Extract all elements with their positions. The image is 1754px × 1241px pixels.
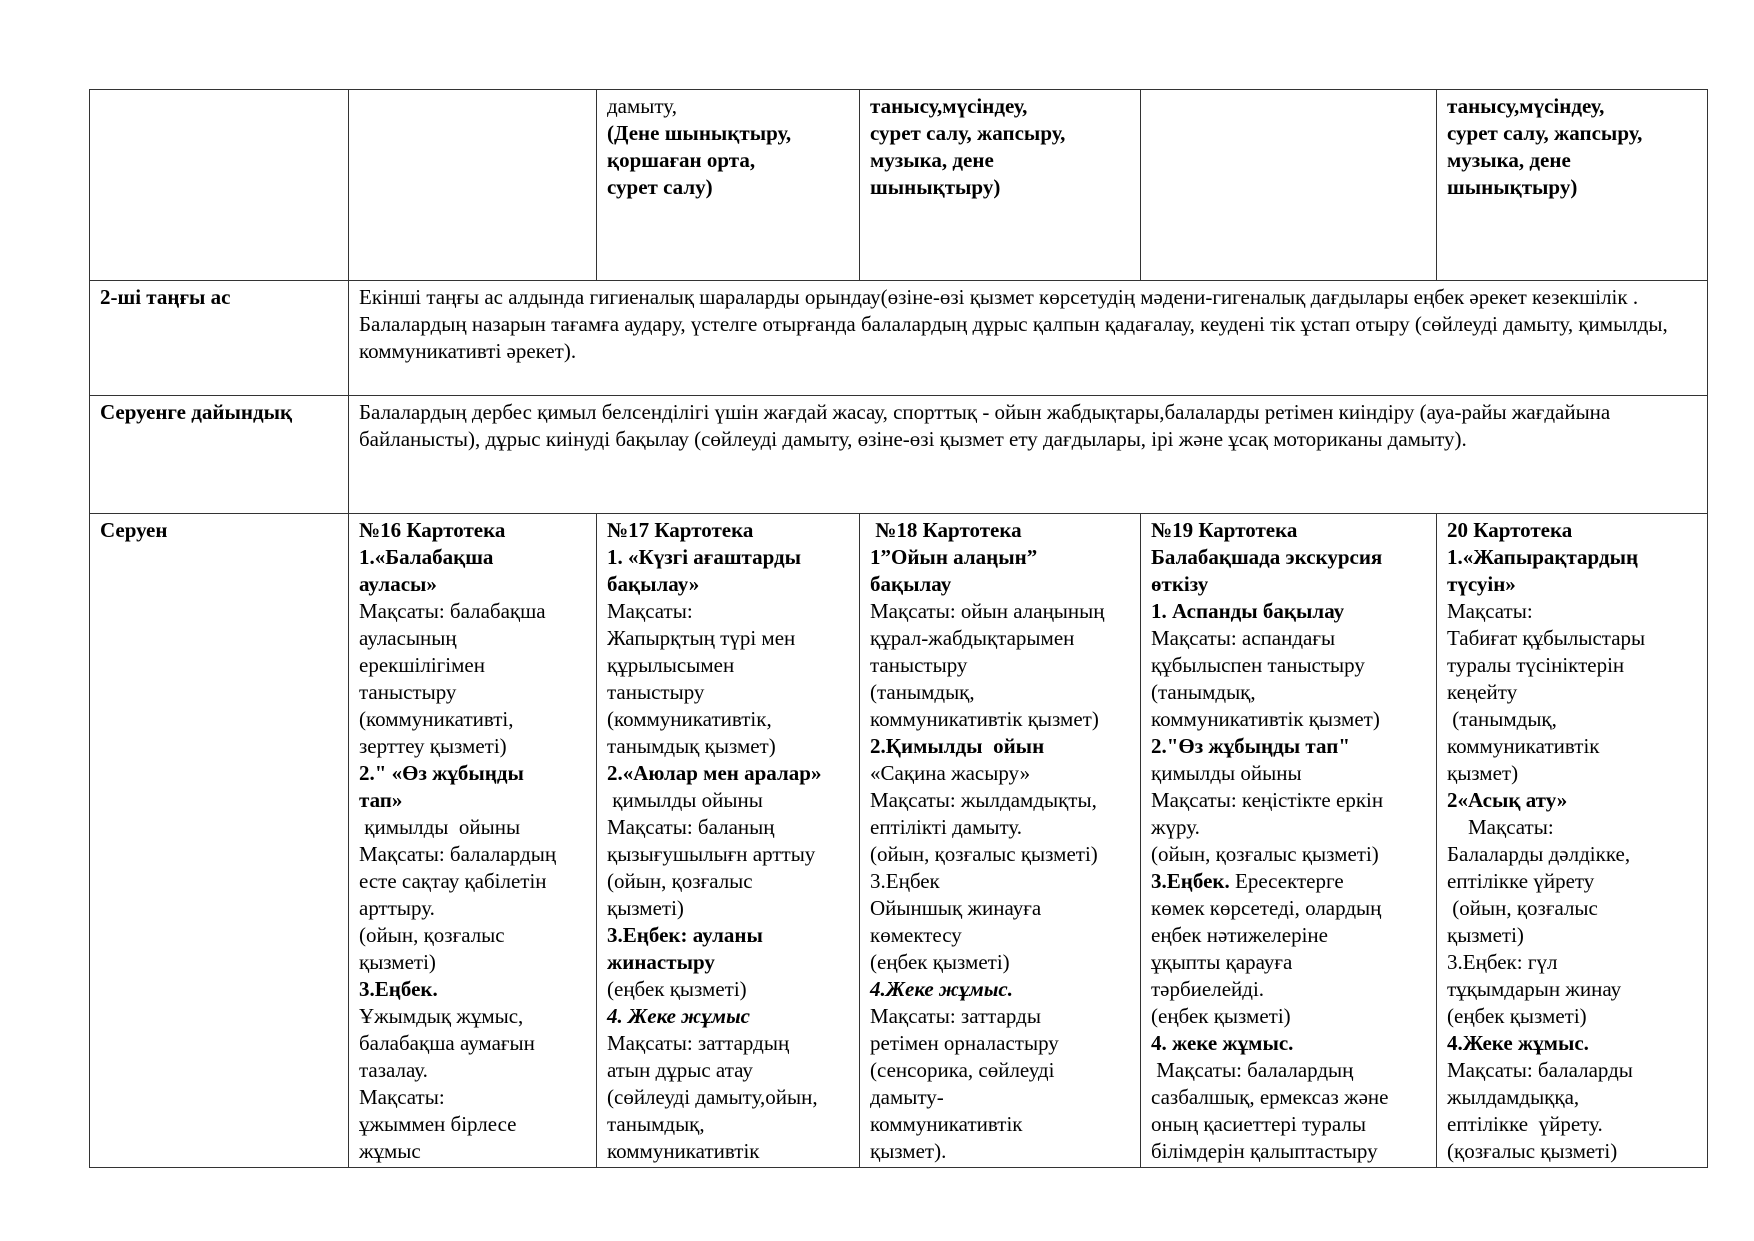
cell-line: кеңейту xyxy=(1447,680,1518,704)
table-row xyxy=(90,396,1708,514)
cell-line: қызмет). xyxy=(870,1139,947,1163)
cell-line: шынықтыру) xyxy=(1447,175,1578,199)
cell-line: жұмыс xyxy=(359,1139,421,1163)
cell-line: тұқымдарын жинау xyxy=(1447,977,1622,1001)
cell-line: құрылысымен xyxy=(607,653,735,677)
cell-line: танысу,мүсіндеу, xyxy=(1447,94,1605,118)
cell-line: 4.Жеке жұмыс. xyxy=(870,977,1013,1001)
cell-line: шынықтыру) xyxy=(870,175,1001,199)
cell-line: Мақсаты: ойын алаңының xyxy=(870,599,1105,623)
cell-line: (қозғалыс қызметі) xyxy=(1447,1139,1618,1163)
cell-line: (танымдық, xyxy=(1447,707,1557,731)
cell-line: ауласының xyxy=(359,626,457,650)
cell-line: 1”Ойын алаңын” xyxy=(870,545,1038,569)
cell-line: (еңбек қызметі) xyxy=(870,950,1010,974)
cell-line: қызметі) xyxy=(607,896,684,920)
cell-line: коммуникативтік қызмет) xyxy=(870,707,1099,731)
cell-line: ауласы» xyxy=(359,572,437,596)
cell-line: (ойын, қозғалыс xyxy=(607,869,753,893)
walk-card-17 xyxy=(597,514,860,1168)
cell-line: коммуникативтік xyxy=(1447,734,1600,758)
cell-line: 3.Еңбек: ауланы xyxy=(607,923,763,947)
cell-line: қызметі) xyxy=(1447,923,1524,947)
walk-card-20 xyxy=(1437,514,1708,1168)
cell-line: бақылау xyxy=(870,572,952,596)
cell-line: 2." «Өз жұбыңды xyxy=(359,761,524,785)
plan-table xyxy=(89,89,1708,1168)
cell-line: жылдамдыққа, xyxy=(1447,1085,1580,1109)
cell-line: жүру. xyxy=(1151,815,1200,839)
cell-line: ептілікке үйрету xyxy=(1447,869,1595,893)
cell-line: дамыту- xyxy=(870,1085,944,1109)
cell-row1-col3 xyxy=(597,90,860,281)
cell-line: коммуникативтік xyxy=(607,1139,760,1163)
cell-line: таныстыру xyxy=(870,653,968,677)
cell-line: 3.Еңбек xyxy=(870,869,940,893)
cell-line: 4. жеке жұмыс. xyxy=(1151,1031,1294,1055)
cell-empty xyxy=(90,90,349,281)
row-label-walk: Серуен xyxy=(90,514,349,1168)
cell-line: 3.Еңбек. xyxy=(359,977,438,1001)
cell-row1-col6 xyxy=(1437,90,1708,281)
cell-line: есте сақтау қабілетін xyxy=(359,869,547,893)
cell-line: (еңбек қызметі) xyxy=(1151,1004,1291,1028)
cell-line: (ойын, қозғалыс xyxy=(1447,896,1598,920)
cell-line: көмек көрсетеді, олардың xyxy=(1151,896,1382,920)
cell-line: ұжыммен бірлесе xyxy=(359,1112,517,1136)
cell-line: 1.«Жапырақтардың xyxy=(1447,545,1639,569)
cell-line: жинастыру xyxy=(607,950,715,974)
cell-line: Мақсаты: заттарды xyxy=(870,1004,1041,1028)
cell-line: коммуникативтік қызмет) xyxy=(1151,707,1380,731)
cell-line: еңбек нәтижелеріне xyxy=(1151,923,1328,947)
walk-prep-text: Балалардың дербес қимыл белсенділігі үшін жағдай жасау, спорттық - ойын жабдықтары,балаларды ретімен киіндіру (ауа-райы жағдайына байланысты), дұрыс киінуді бақылау (сөйлеуді дамыту, өзіне-өзі қызмет ету дағдылары, ірі және ұсақ моториканы дамыту). xyxy=(349,396,1708,514)
table-row xyxy=(90,281,1708,396)
cell-line: (коммуникативті, xyxy=(359,707,514,731)
table-row xyxy=(90,90,1708,281)
cell-line: 2«Асық ату» xyxy=(1447,788,1568,812)
cell-line: 3.Еңбек: гүл xyxy=(1447,950,1558,974)
cell-line: Мақсаты: баланың xyxy=(607,815,775,839)
cell-line: (сенсорика, сөйлеуді xyxy=(870,1058,1055,1082)
cell-line: танымдық қызмет) xyxy=(607,734,776,758)
cell-line: 1. «Күзгі ағаштарды xyxy=(607,545,802,569)
cell-line: Мақсаты: xyxy=(1447,815,1554,839)
cell-line: Мақсаты: кеңістікте еркін xyxy=(1151,788,1384,812)
cell-line: сазбалшық, ермексаз және xyxy=(1151,1085,1389,1109)
cell-line: (ойын, қозғалыс xyxy=(359,923,505,947)
cell-line: қызмет) xyxy=(1447,761,1519,785)
cell-line: (ойын, қозғалыс қызметі) xyxy=(1151,842,1379,866)
cell-line: құбылыспен таныстыру xyxy=(1151,653,1365,677)
cell-line: №19 Картотека xyxy=(1151,518,1298,542)
cell-line: Ойыншық жинауға xyxy=(870,896,1042,920)
cell-line: музыка, дене xyxy=(1447,148,1571,172)
cell-line: тәрбиелейді. xyxy=(1151,977,1265,1001)
cell-line: Мақсаты: жылдамдықты, xyxy=(870,788,1097,812)
cell-line: Балабақшада экскурсия xyxy=(1151,545,1383,569)
cell-line: Табиғат құбылыстары xyxy=(1447,626,1646,650)
cell-line: атын дұрыс атау xyxy=(607,1058,753,1082)
walk-card-16 xyxy=(349,514,597,1168)
cell-line: дамыту, xyxy=(607,94,677,118)
cell-line: 20 Картотека xyxy=(1447,518,1573,542)
cell-line: арттыру. xyxy=(359,896,435,920)
cell-line: ептілікке үйрету. xyxy=(1447,1112,1603,1136)
cell-line: ретімен орналастыру xyxy=(870,1031,1059,1055)
cell-line: (сөйлеуді дамыту,ойын, xyxy=(607,1085,818,1109)
cell-line: 2.«Аюлар мен аралар» xyxy=(607,761,822,785)
cell-line: тап» xyxy=(359,788,403,812)
cell-line: ерекшілігімен xyxy=(359,653,485,677)
cell-line: сурет салу, жапсыру, xyxy=(870,121,1066,145)
breakfast-text: Екінші таңғы ас алдында гигиеналық шараларды орындау(өзіне-өзі қызмет көрсетудің мәдени-гигеналық дағдылары еңбек әрекет кезекшілік . Балалардың назарын тағамға аудару, үстелге отырғанда балалардың дұрыс қалпын қадағалау, кеудені тік ұстап отыру (сөйлеуді дамыту, қимылды, коммуникативті әрекет). xyxy=(349,281,1708,396)
row-label-breakfast: 2-ші таңғы ас xyxy=(90,281,349,396)
cell-line: сурет салу, жапсыру, xyxy=(1447,121,1643,145)
cell-line: көмектесу xyxy=(870,923,962,947)
cell-line: 4. Жеке жұмыс xyxy=(607,1004,750,1028)
cell-line: 2.Қимылды ойын xyxy=(870,734,1045,758)
cell-line: қимылды ойыны xyxy=(359,815,521,839)
cell-line: коммуникативтік xyxy=(870,1112,1023,1136)
cell-line: Мақсаты: балабақша xyxy=(359,599,546,623)
cell-line: (Дене шынықтыру, xyxy=(607,121,792,145)
cell-line: қимылды ойыны xyxy=(607,788,763,812)
walk-card-19 xyxy=(1141,514,1437,1168)
cell-line: (танымдық, xyxy=(870,680,975,704)
cell-line: оның қасиеттері туралы xyxy=(1151,1112,1366,1136)
cell-empty xyxy=(1141,90,1437,281)
cell-line: сурет салу) xyxy=(607,175,713,199)
cell-line: қимылды ойыны xyxy=(1151,761,1302,785)
cell-line: Мақсаты: xyxy=(607,599,693,623)
cell-line: (еңбек қызметі) xyxy=(607,977,747,1001)
cell-line: 1.«Балабақша xyxy=(359,545,494,569)
cell-line: бақылау» xyxy=(607,572,700,596)
cell-line: 4.Жеке жұмыс. xyxy=(1447,1031,1589,1055)
cell-line: зерттеу қызметі) xyxy=(359,734,507,758)
walk-card-18 xyxy=(860,514,1141,1168)
cell-line: танысу,мүсіндеу, xyxy=(870,94,1028,118)
cell-line: №17 Картотека xyxy=(607,518,754,542)
cell-line: Ұжымдық жұмыс, xyxy=(359,1004,524,1028)
cell-line: қызметі) xyxy=(359,950,436,974)
cell-row1-col4 xyxy=(860,90,1141,281)
cell-line: Мақсаты: xyxy=(1447,599,1533,623)
cell-line: Мақсаты: аспандағы xyxy=(1151,626,1336,650)
cell-line: Мақсаты: заттардың xyxy=(607,1031,790,1055)
cell-line: Мақсаты: балалардың xyxy=(359,842,557,866)
cell-line: Мақсаты: xyxy=(359,1085,445,1109)
cell-line: Жапырқтың түрі мен xyxy=(607,626,796,650)
cell-line: №18 Картотека xyxy=(870,518,1022,542)
cell-line: балабақша аумағын xyxy=(359,1031,535,1055)
cell-line: өткізу xyxy=(1151,572,1209,596)
cell-line: тазалау. xyxy=(359,1058,428,1082)
row-label-walk-prep: Серуенге дайындық xyxy=(90,396,349,514)
cell-line: (еңбек қызметі) xyxy=(1447,1004,1587,1028)
cell-empty xyxy=(349,90,597,281)
cell-line: 1. Аспанды бақылау xyxy=(1151,599,1345,623)
cell-line: 3.Еңбек. Ересектерге xyxy=(1151,869,1344,893)
cell-line: ұқыпты қарауға xyxy=(1151,950,1293,974)
cell-line: қоршаған орта, xyxy=(607,148,756,172)
cell-line: 2."Өз жұбыңды тап" xyxy=(1151,734,1350,758)
cell-line: таныстыру xyxy=(359,680,457,704)
cell-line: Мақсаты: балалардың xyxy=(1151,1058,1354,1082)
cell-line: №16 Картотека xyxy=(359,518,506,542)
cell-line: ептілікті дамыту. xyxy=(870,815,1023,839)
cell-line: таныстыру xyxy=(607,680,705,704)
cell-line: (коммуникативтік, xyxy=(607,707,772,731)
cell-line: құрал-жабдықтарымен xyxy=(870,626,1075,650)
cell-line: қызығушылығн арттыу xyxy=(607,842,816,866)
table-row xyxy=(90,514,1708,1168)
cell-line: білімдерін қалыптастыру xyxy=(1151,1139,1378,1163)
cell-line: туралы түсініктерін xyxy=(1447,653,1625,677)
cell-line: Мақсаты: балаларды xyxy=(1447,1058,1633,1082)
cell-line: түсуін» xyxy=(1447,572,1516,596)
cell-line: (танымдық, xyxy=(1151,680,1256,704)
cell-line: (ойын, қозғалыс қызметі) xyxy=(870,842,1098,866)
cell-line: танымдық, xyxy=(607,1112,705,1136)
cell-line: музыка, дене xyxy=(870,148,994,172)
cell-line: Балаларды дәлдікке, xyxy=(1447,842,1631,866)
cell-line: «Сақина жасыру» xyxy=(870,761,1031,785)
